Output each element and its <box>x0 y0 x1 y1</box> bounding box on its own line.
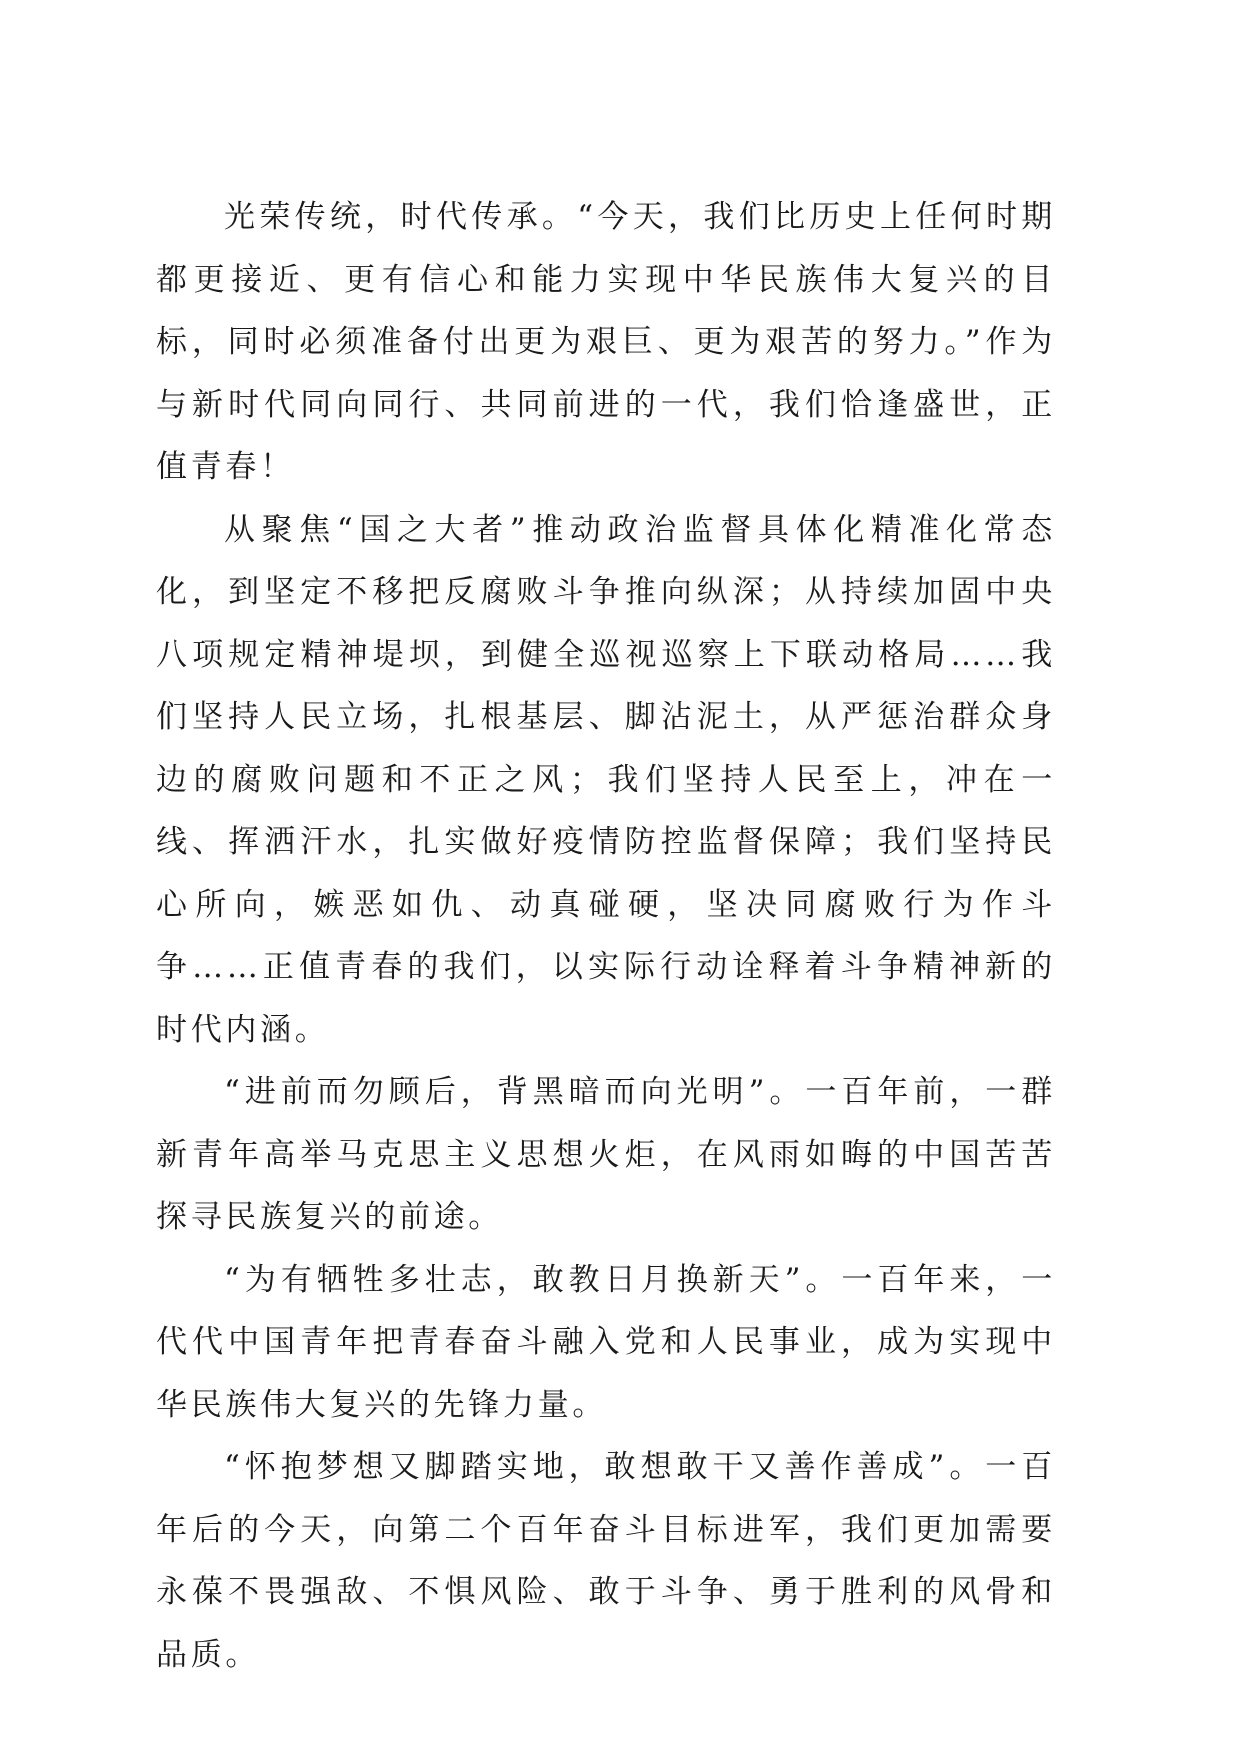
paragraph-5: “怀抱梦想又脚踏实地，敢想敢干又善作善成”。一百年后的今天，向第二个百年奋斗目标进军，我们更加需要永葆不畏强敌、不惧风险、敢于斗争、勇于胜利的风骨和品质。 <box>156 1449 1056 1673</box>
paragraph-3: “进前而勿顾后，背黑暗而向光明”。一百年前，一群新青年高举马克思主义思想火炬，在风雨如晦的中国苦苦探寻民族复兴的前途。 <box>156 1074 1056 1235</box>
paragraph-1: 光荣传统，时代传承。“今天，我们比历史上任何时期都更接近、更有信心和能力实现中华民族伟大复兴的目标，同时必须准备付出更为艰巨、更为艰苦的努力。”作为与新时代同向同行、共同前进的一代，我们恰逢盛世，正值青春！ <box>156 199 1056 485</box>
paragraph-4: “为有牺牲多壮志，敢教日月换新天”。一百年来，一代代中国青年把青春奋斗融入党和人民事业，成为实现中华民族伟大复兴的先锋力量。 <box>156 1261 1056 1423</box>
paragraph-2: 从聚焦“国之大者”推动政治监督具体化精准化常态化，到坚定不移把反腐败斗争推向纵深；从持续加固中央八项规定精神堤坝，到健全巡视巡察上下联动格局……我们坚持人民立场，扎根基层、脚沾泥土，从严惩治群众身边的腐败问题和不正之风；我们坚持人民至上，冲在一线、挥洒汗水，扎实做好疫情防控监督保障；我们坚持民心所向，嫉恶如仇、动真碰硬，坚决同腐败行为作斗争……正值青春的我们，以实际行动诠释着斗争精神新的时代内涵。 <box>156 511 1056 1048</box>
document-body <box>156 186 1056 1686</box>
